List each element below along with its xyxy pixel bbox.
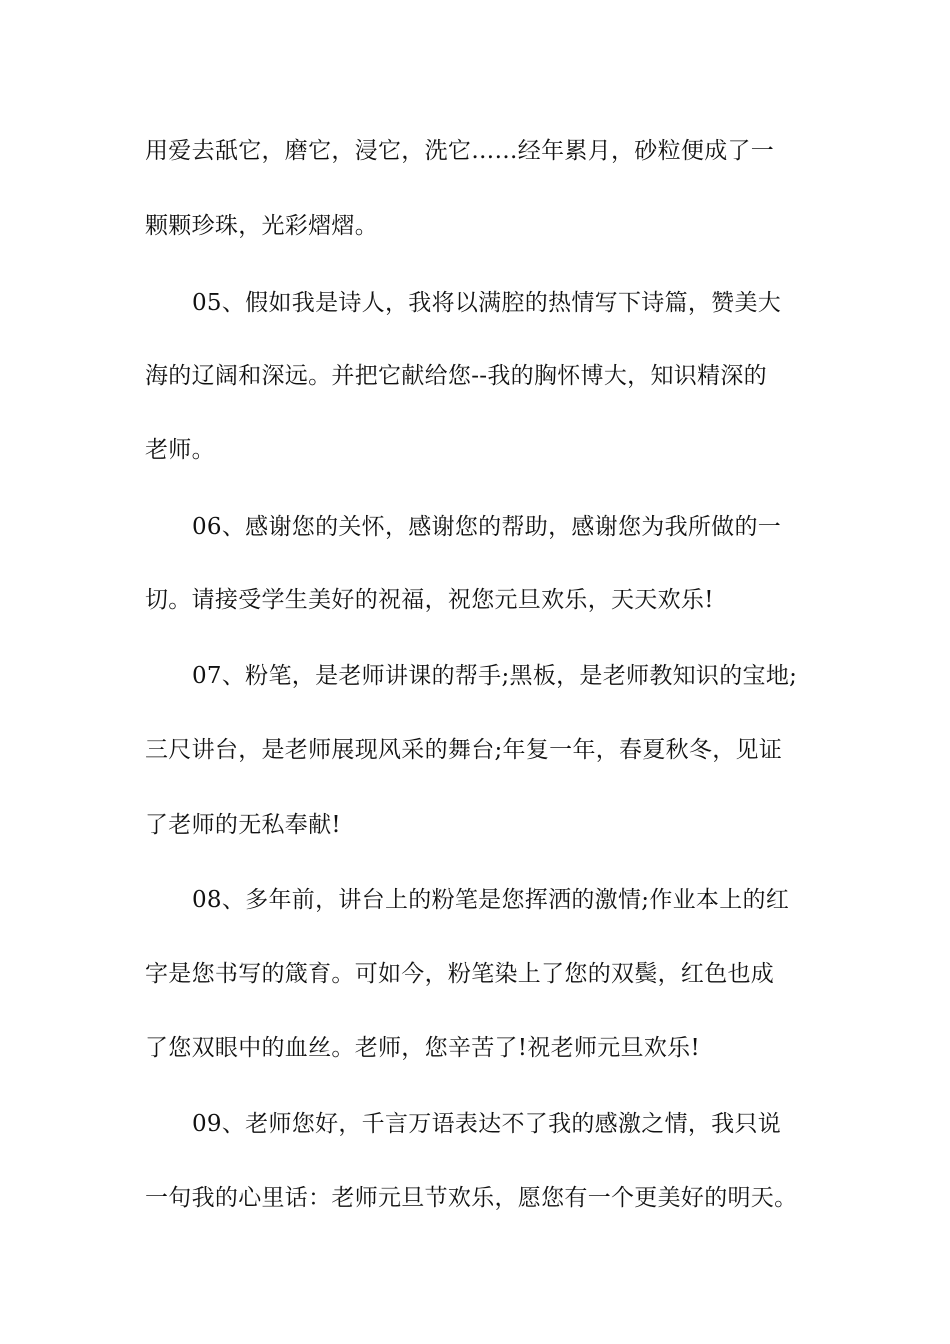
paragraph-08-line-2: 字是您书写的箴育。可如今，粉笔染上了您的双鬓，红色也成 [145, 961, 775, 987]
paragraph-06-line-1: 06、感谢您的关怀，感谢您的帮助，感谢您为我所做的一 [192, 514, 782, 540]
paragraph-1-line-2: 颗颗珍珠，光彩熠熠。 [145, 213, 378, 239]
paragraph-08-line-3: 了您双眼中的血丝。老师，您辛苦了!祝老师元旦欢乐! [145, 1035, 700, 1061]
paragraph-09-line-2: 一句我的心里话：老师元旦节欢乐，愿您有一个更美好的明天。 [145, 1185, 798, 1211]
paragraph-07-line-2: 三尺讲台，是老师展现风采的舞台;年复一年，春夏秋冬，见证 [145, 737, 783, 763]
paragraph-05-line-3: 老师。 [145, 437, 215, 463]
paragraph-07-line-3: 了老师的无私奉献! [145, 812, 341, 838]
paragraph-05-line-2: 海的辽阔和深远。并把它献给您--我的胸怀博大，知识精深的 [145, 363, 767, 389]
paragraph-06-line-2: 切。请接受学生美好的祝福，祝您元旦欢乐，天天欢乐! [145, 587, 714, 613]
paragraph-07-line-1: 07、粉笔，是老师讲课的帮手;黑板，是老师教知识的宝地; [192, 663, 798, 689]
paragraph-09-line-1: 09、老师您好，千言万语表达不了我的感激之情，我只说 [192, 1111, 782, 1137]
paragraph-1-line-1: 用爱去舐它，磨它，浸它，洗它……经年累月，砂粒便成了一 [145, 138, 775, 164]
paragraph-08-line-1: 08、多年前，讲台上的粉笔是您挥洒的激情;作业本上的红 [192, 887, 790, 913]
paragraph-05-line-1: 05、假如我是诗人，我将以满腔的热情写下诗篇，赞美大 [192, 290, 782, 316]
